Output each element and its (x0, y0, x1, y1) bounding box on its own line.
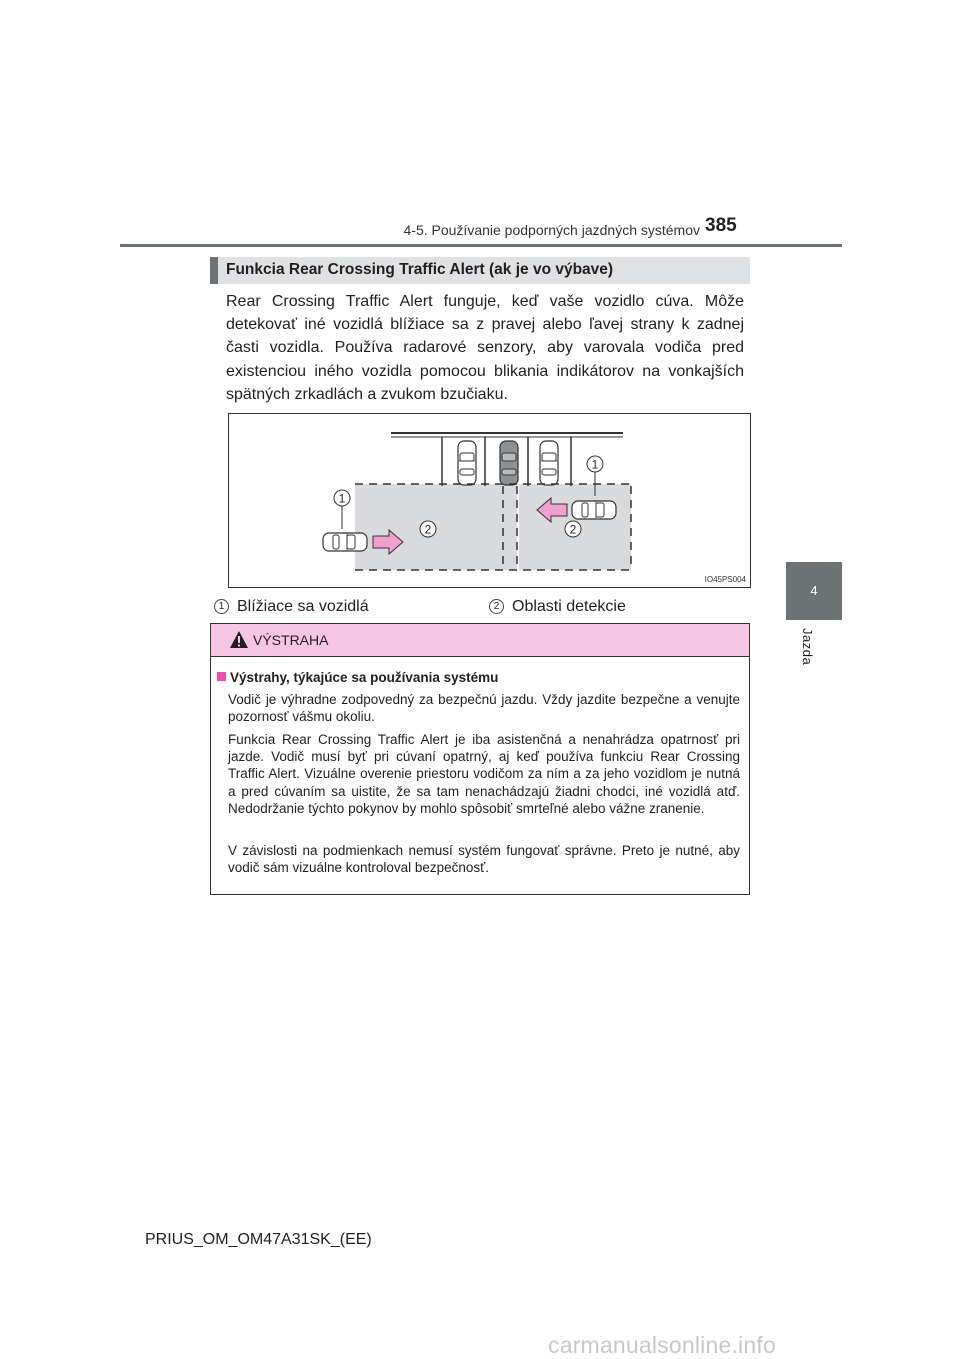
warning-box (210, 623, 750, 895)
warning-heading: VÝSTRAHA (253, 632, 329, 648)
parked-car-left (458, 441, 476, 485)
warning-header (211, 624, 749, 657)
rcta-diagram (228, 413, 751, 588)
section-title: Funkcia Rear Crossing Traffic Alert (ak je vo výbave) (226, 261, 614, 278)
callout-1-left-text: 1 (338, 491, 346, 506)
callout-2-right-text: 2 (569, 522, 577, 537)
legend-number: 2 (489, 599, 504, 614)
warning-paragraph-1: Vodič je výhradne zodpovedný za bezpečnú jazdu. Vždy jazdite bezpečne a venujte pozornosť vášmu okoliu. (228, 692, 740, 725)
running-header-section: 4-5. Používanie podporných jazdných systémov (403, 222, 700, 238)
approaching-car-left (323, 533, 367, 551)
warning-subtitle: Výstrahy, týkajúce sa používania systému (230, 670, 499, 685)
warning-paragraph-2: Funkcia Rear Crossing Traffic Alert je iba asistenčná a nenahrádza opatrnosť pri jazde. Vodič musí byť pri cúvaní opatrný, aj keď používa funkciu Rear Crossing Traffic Alert. Vizuálne overenie priestoru vodičom za ním a za jeho vozidlom je nutná a pred cúvaním sa uistite, že sa tam nenachádzajú žiadni chodci, iné vozidlá atď. Nedodržanie týchto pokynov by mohlo spôsobiť smrteľné alebo vážne zranenie. (228, 732, 740, 816)
parking-lot-illustration (229, 414, 750, 587)
approaching-car-right (572, 501, 616, 519)
legend-item-1 (214, 598, 369, 616)
figure-code: IO45PS004 (704, 575, 746, 584)
bullet-square-icon (217, 672, 226, 681)
header-rule (120, 244, 842, 247)
footer-doc-code: PRIUS_OM_OM47A31SK_(EE) (145, 1231, 372, 1248)
page-number: 385 (705, 215, 737, 236)
chapter-tab-number: 4 (786, 562, 842, 620)
warning-triangle-icon (229, 630, 249, 650)
legend-label: Oblasti detekcie (512, 598, 626, 615)
warning-paragraph-3: V závislosti na podmienkach nemusí systém fungovať správne. Preto je nutné, aby vodič sám vizuálne kontroloval bezpečnosť. (228, 843, 740, 876)
legend-label: Blížiace sa vozidlá (237, 598, 369, 615)
watermark: carmanualsonline.info (548, 1332, 776, 1358)
warning-subtitle-row (217, 670, 498, 685)
callout-1-right-text: 1 (591, 457, 599, 472)
legend-number: 1 (214, 599, 229, 614)
chapter-tab-label (786, 620, 842, 680)
parked-car-right (540, 441, 558, 485)
callout-2-left-text: 2 (424, 522, 432, 537)
reversing-car (500, 441, 518, 485)
chapter-tab-label-text: Jazda (800, 628, 815, 666)
intro-paragraph: Rear Crossing Traffic Alert funguje, keď vaše vozidlo cúva. Môže detekovať iné vozidlá blížiace sa z pravej alebo ľavej strany k zadnej časti vozidla. Používa radarové senzory, aby varovala vodiča pred existenciou iného vozidla pomocou blikania indikátorov na vonkajších spätných zrkadlách a zvukom bzučiaku. (226, 293, 744, 403)
section-heading-bar (210, 257, 750, 284)
section-heading-marker (210, 257, 218, 284)
legend-item-2 (489, 598, 626, 616)
